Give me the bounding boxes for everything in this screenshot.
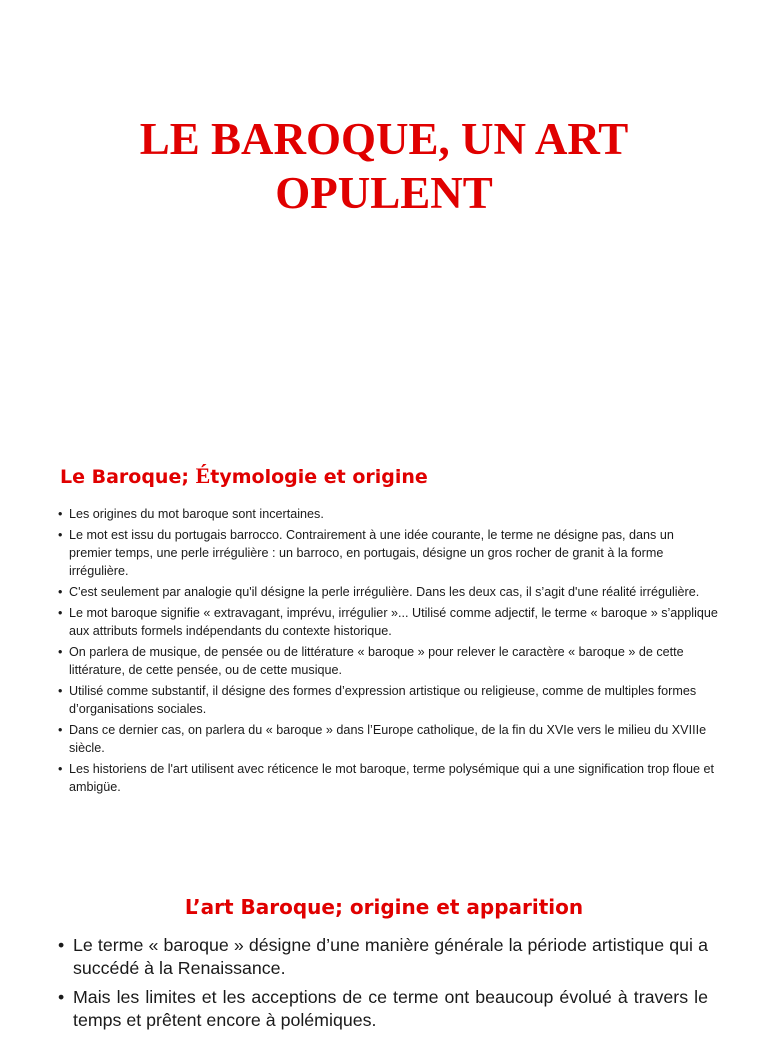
etymology-bullet-list <box>58 505 718 799</box>
list-item: • Dans ce dernier cas, on parlera du « baroque » dans l’Europe catholique, de la fin du XVIe vers le milieu du XVIIIe siècle. <box>58 721 718 757</box>
heading-text-start: Le Baroque; <box>60 466 196 488</box>
list-item: • Les origines du mot baroque sont incertaines. <box>58 505 718 523</box>
slide-title-line-2: OPULENT <box>275 168 493 218</box>
origin-bullet-list <box>58 934 708 1038</box>
list-item: • Mais les limites et les acceptions de ce terme ont beaucoup évolué à travers le temps et prêtent encore à polémiques. <box>58 986 708 1032</box>
section-heading-etymology <box>60 462 428 491</box>
heading-accent-letter: É <box>195 463 211 488</box>
slide-title-line-1: LE BAROQUE, UN ART <box>139 114 629 164</box>
heading-text-end: tymologie et origine <box>210 466 428 488</box>
list-item: • Utilisé comme substantif, il désigne des formes d’expression artistique ou religieuse, comme de multiples formes d’organisations sociales. <box>58 682 718 718</box>
section-heading-origin: L’art Baroque; origine et apparition <box>184 895 584 919</box>
list-item: • Le mot baroque signifie « extravagant, imprévu, irrégulier »... Utilisé comme adjectif, le terme « baroque » s’applique aux attributs formels indépendants du contexte historique. <box>58 604 718 640</box>
list-item: • On parlera de musique, de pensée ou de littérature « baroque » pour relever le caractère « baroque » de cette littérature, de cette pensée, ou de cette musique. <box>58 643 718 679</box>
slide-title <box>0 112 768 220</box>
list-item: • C'est seulement par analogie qu'il désigne la perle irrégulière. Dans les deux cas, il s’agit d'une réalité irrégulière. <box>58 583 718 601</box>
list-item: • Le terme « baroque » désigne d’une manière générale la période artistique qui a succédé à la Renaissance. <box>58 934 708 980</box>
list-item: • Les historiens de l'art utilisent avec réticence le mot baroque, terme polysémique qui a une signification trop floue et ambigüe. <box>58 760 718 796</box>
list-item: • Le mot est issu du portugais barrocco. Contrairement à une idée courante, le terme ne désigne pas, dans un premier temps, une perle irrégulière : un barroco, en portugais, désigne un gros rocher de granit à la forme irrégulière. <box>58 526 718 580</box>
